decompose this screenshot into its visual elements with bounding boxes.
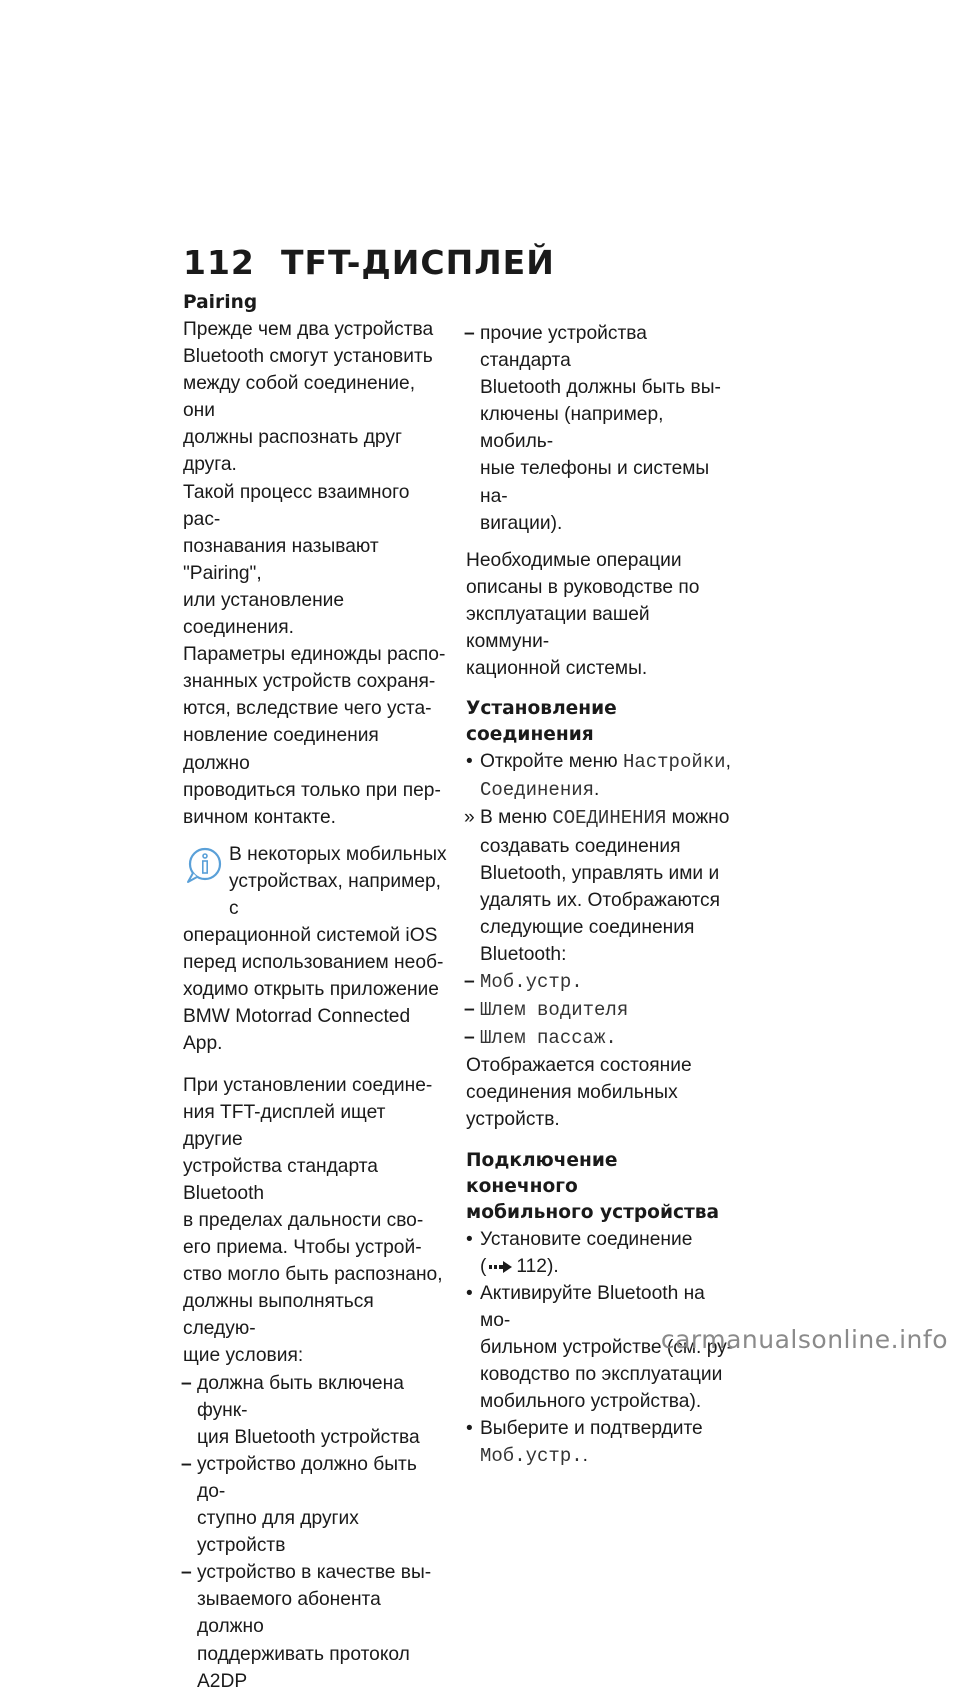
- intro-line: ются, вследствие чего уста-: [183, 698, 432, 720]
- search-line: устройства стандарта Bluetooth: [183, 1155, 378, 1204]
- search-line: должны выполняться следую-: [183, 1291, 374, 1340]
- status-line: соединения мобильных: [466, 1082, 678, 1104]
- step-line: Выберите и подтвердите: [480, 1418, 703, 1440]
- menu-item-rider-helmet: Шлем водителя: [480, 999, 629, 1022]
- step-text: В меню: [480, 807, 553, 829]
- separator: ,: [725, 751, 731, 773]
- step-establish: [466, 1226, 734, 1280]
- search-line: При установлении соедине-: [183, 1074, 433, 1096]
- intro-line: проводиться только при пер-: [183, 779, 441, 801]
- heading-line: Подключение конечного: [466, 1149, 618, 1197]
- ops-line: кационной системы.: [466, 658, 648, 680]
- intro-line: Такой процесс взаимного рас-: [183, 481, 410, 530]
- step-text: Откройте меню: [480, 751, 623, 773]
- step-line: удалять их. Отображаются: [480, 889, 721, 911]
- search-line: ство могло быть распознано,: [183, 1264, 443, 1286]
- intro-line: Параметры единожды распо-: [183, 644, 446, 666]
- step-line: ководство по эксплуатации: [480, 1364, 723, 1385]
- intro-paragraph: [183, 316, 448, 831]
- step-line: следующие соединения: [480, 916, 695, 938]
- paren-close: ).: [546, 1255, 559, 1277]
- page-reference-link[interactable]: 112: [516, 1255, 547, 1277]
- condition-line: должна быть включена функ-: [197, 1372, 404, 1421]
- step-end: .: [582, 1445, 588, 1467]
- menu-name-settings: Настройки: [622, 751, 726, 774]
- mobile-section-heading: [466, 1148, 734, 1226]
- step-line: Bluetooth, управлять ими и: [480, 862, 720, 884]
- menu-list-item: [466, 1024, 734, 1052]
- right-column: [466, 320, 734, 1470]
- menu-item-mobile: Моб.устр.: [480, 1445, 583, 1468]
- menu-item-mobile: Моб.устр.: [480, 970, 583, 993]
- condition-line: устройство должно быть до-: [197, 1453, 417, 1502]
- intro-line: между собой соединение, они: [183, 373, 416, 422]
- condition-item: [466, 320, 734, 537]
- status-line: Отображается состояние: [466, 1055, 692, 1077]
- menu-name-connections-caps: СОЕДИНЕНИЯ: [552, 807, 667, 830]
- search-line: ния TFT-дисплей ищет другие: [183, 1101, 386, 1150]
- step-line: создавать соединения: [480, 835, 681, 857]
- step-line: Bluetooth:: [480, 943, 567, 965]
- menu-item-passenger-helmet: Шлем пассаж.: [480, 1027, 617, 1050]
- status-line: устройств.: [466, 1109, 560, 1131]
- menu-list-item: [466, 968, 734, 996]
- condition-line: зываемого абонента должно: [197, 1589, 381, 1638]
- note-line: ходимо открыть приложение: [183, 979, 439, 1001]
- page-number: 112: [183, 243, 255, 282]
- intro-line: вичном контакте.: [183, 806, 337, 828]
- step-select-confirm: [466, 1415, 734, 1470]
- intro-line: Bluetooth смогут установить: [183, 346, 433, 368]
- search-line: его приема. Чтобы устрой-: [183, 1237, 422, 1259]
- heading-line: мобильного устройства: [466, 1201, 720, 1223]
- intro-line: новление соединения должно: [183, 725, 379, 774]
- condition-item: [183, 1370, 448, 1451]
- condition-line: прочие устройства стандарта: [480, 323, 647, 372]
- step-open-menu: [466, 748, 734, 804]
- page-reference-arrow-icon: [489, 1260, 513, 1274]
- search-line: в пределах дальности сво-: [183, 1210, 424, 1231]
- condition-line: ступно для других устройств: [197, 1508, 359, 1557]
- condition-line: Bluetooth должны быть вы-: [480, 377, 721, 399]
- step-line: бильном устройстве (см. ру-: [480, 1336, 734, 1358]
- info-icon: [183, 845, 223, 885]
- status-paragraph: [466, 1052, 734, 1133]
- page-header: [183, 243, 555, 287]
- pairing-heading: Pairing: [183, 292, 258, 313]
- intro-line: Прежде чем два устройства: [183, 319, 434, 340]
- condition-line: вигации).: [480, 512, 563, 534]
- note-line: BMW Motorrad Connected App.: [183, 1006, 411, 1055]
- step-line: Активируйте Bluetooth на мо-: [480, 1282, 705, 1331]
- search-line: щие условия:: [183, 1345, 304, 1367]
- note-line: В некоторых мобильных: [229, 843, 447, 865]
- note-line: операционной системой iOS: [183, 925, 438, 947]
- intro-line: должны распознать друг друга.: [183, 427, 402, 476]
- condition-line: ные телефоны и системы на-: [480, 458, 710, 507]
- menu-list-item: [466, 996, 734, 1024]
- condition-line: поддерживать протокол A2DP: [197, 1643, 410, 1692]
- step-result: [466, 804, 734, 968]
- condition-line: ция Bluetooth устройства: [197, 1426, 420, 1448]
- ops-line: описаны в руководстве по: [466, 576, 700, 598]
- paren-open: (: [480, 1255, 487, 1277]
- step-line: Установите соединение: [480, 1228, 693, 1250]
- left-column: [183, 290, 448, 1695]
- intro-line: или установление соединения.: [183, 589, 345, 639]
- operations-paragraph: [466, 547, 734, 682]
- ops-line: эксплуатации вашей коммуни-: [466, 603, 650, 653]
- condition-item: [183, 1451, 448, 1559]
- step-text: можно: [666, 807, 730, 829]
- step-line: мобильного устройства).: [480, 1391, 702, 1413]
- condition-line: ключены (например, мобиль-: [480, 404, 664, 453]
- intro-line: знанных устройств сохраня-: [183, 671, 436, 693]
- condition-item: [183, 1559, 448, 1694]
- search-paragraph: [183, 1072, 448, 1370]
- note-line: устройствах, например, с: [229, 870, 442, 919]
- watermark: carmanualsonline.info: [660, 1325, 948, 1354]
- connection-section-heading: Установление соединения: [466, 698, 617, 746]
- ops-line: Необходимые операции: [466, 549, 682, 571]
- intro-line: познавания называют "Pairing",: [183, 535, 379, 584]
- menu-name-connections: Соединения: [480, 779, 595, 802]
- info-note: [183, 841, 448, 1058]
- step-end: .: [594, 779, 600, 801]
- page-title: TFT-ДИСПЛЕЙ: [281, 243, 555, 282]
- note-line: перед использованием необ-: [183, 952, 444, 974]
- condition-line: устройство в качестве вы-: [197, 1562, 432, 1584]
